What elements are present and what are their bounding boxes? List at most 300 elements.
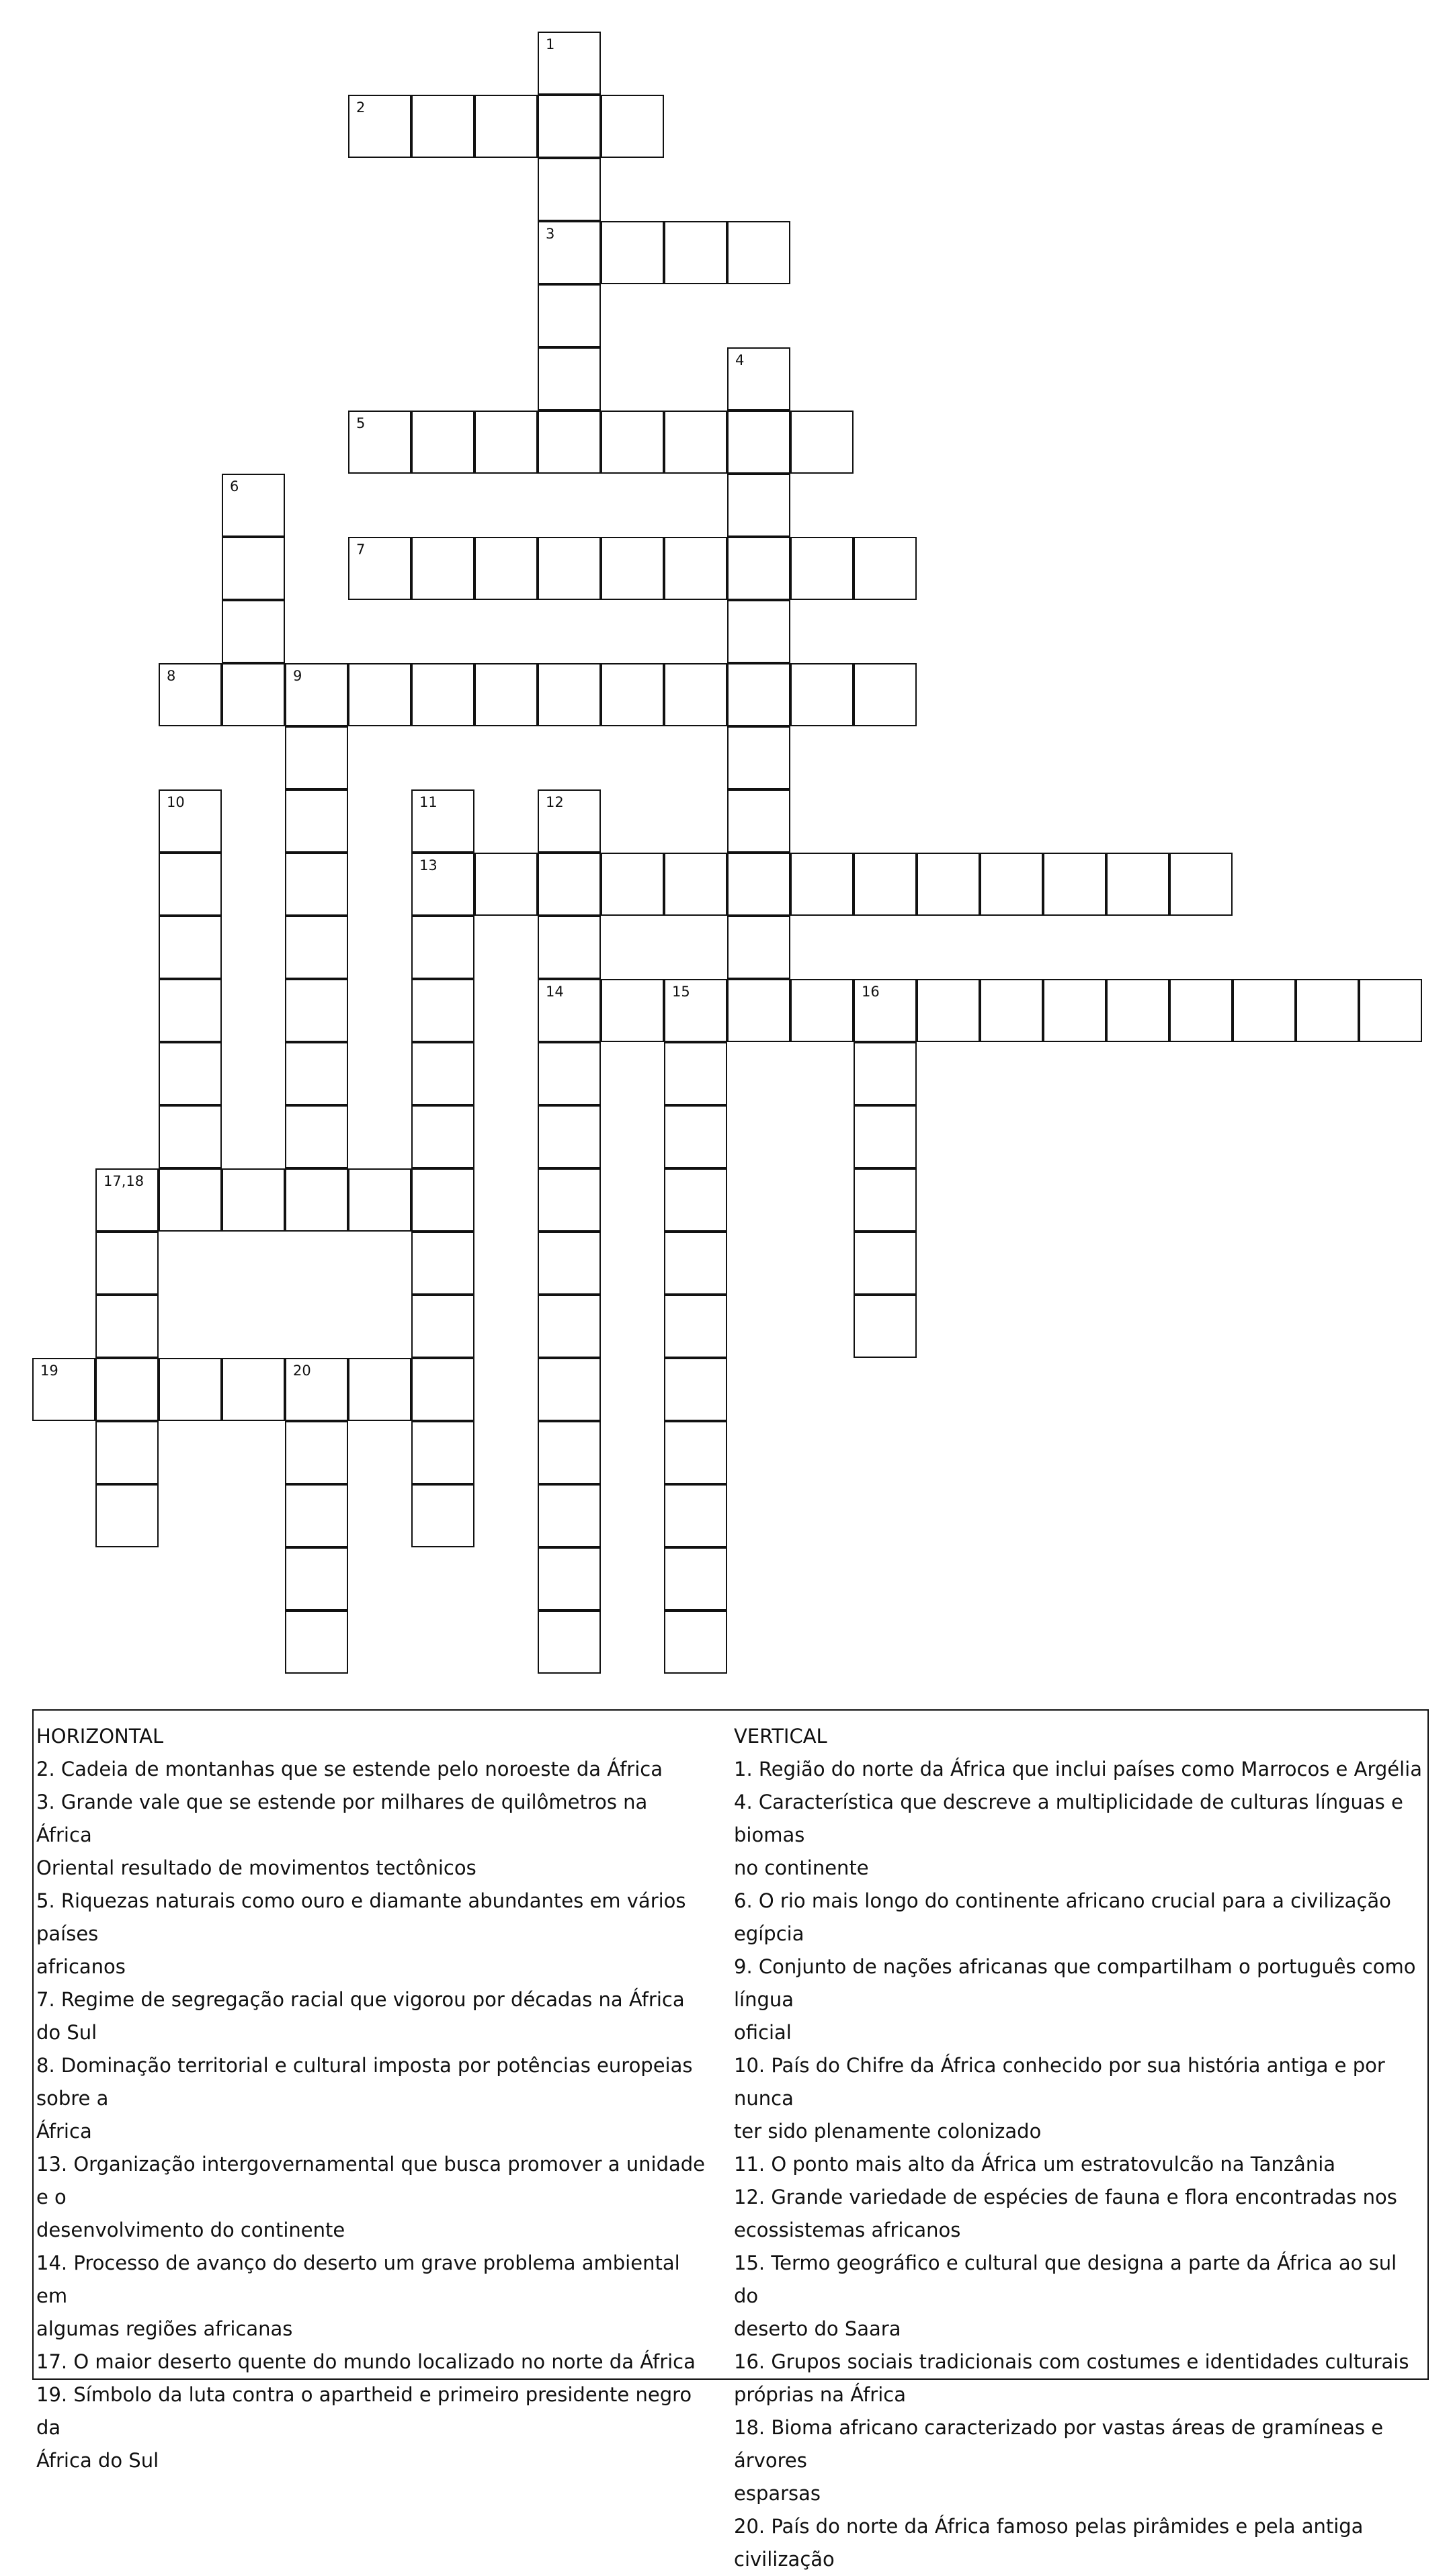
cell-input[interactable]	[160, 1359, 220, 1420]
grid-cell[interactable]	[664, 1042, 727, 1105]
cell-input[interactable]	[286, 728, 347, 788]
grid-cell[interactable]	[538, 411, 601, 474]
grid-cell[interactable]	[222, 663, 285, 726]
cell-input[interactable]	[665, 1612, 726, 1672]
cell-input[interactable]	[855, 1296, 915, 1357]
grid-cell[interactable]	[411, 1168, 474, 1232]
cell-input[interactable]	[160, 1107, 220, 1167]
cell-input[interactable]	[539, 1296, 599, 1357]
grid-cell[interactable]	[538, 158, 601, 221]
cell-input[interactable]	[286, 1107, 347, 1167]
cell-input[interactable]	[1360, 980, 1421, 1041]
grid-cell[interactable]	[222, 1358, 285, 1421]
grid-cell[interactable]	[727, 600, 790, 663]
grid-cell[interactable]	[95, 1421, 159, 1484]
grid-cell[interactable]	[790, 979, 854, 1042]
grid-cell[interactable]	[285, 1547, 348, 1611]
cell-input[interactable]	[602, 854, 663, 914]
cell-input[interactable]	[1234, 980, 1294, 1041]
cell-input[interactable]	[97, 1233, 157, 1293]
cell-input[interactable]	[665, 1549, 726, 1609]
cell-input[interactable]	[665, 1486, 726, 1546]
grid-cell[interactable]	[285, 1421, 348, 1484]
grid-cell[interactable]	[538, 1232, 601, 1295]
grid-cell[interactable]	[790, 853, 854, 916]
cell-input[interactable]	[286, 1359, 347, 1420]
cell-input[interactable]	[160, 664, 220, 725]
grid-cell[interactable]	[854, 1295, 917, 1358]
grid-cell[interactable]	[538, 537, 601, 600]
grid-cell[interactable]	[538, 853, 601, 916]
clue-number: 8	[167, 668, 176, 684]
cell-input[interactable]	[286, 791, 347, 851]
grid-cell[interactable]	[222, 474, 285, 537]
cell-input[interactable]	[349, 96, 410, 157]
cell-input[interactable]	[729, 791, 789, 851]
cell-input[interactable]	[1171, 854, 1231, 914]
grid-cell[interactable]	[222, 537, 285, 600]
cell-input[interactable]	[539, 1043, 599, 1104]
grid-cell[interactable]	[159, 1042, 222, 1105]
cell-input[interactable]	[286, 1422, 347, 1483]
grid-cell[interactable]	[411, 411, 474, 474]
grid-cell[interactable]	[854, 1232, 917, 1295]
cell-input[interactable]	[349, 538, 410, 599]
cell-input[interactable]	[855, 1107, 915, 1167]
cell-input[interactable]	[855, 980, 915, 1041]
grid-cell[interactable]	[664, 1358, 727, 1421]
cell-input[interactable]	[286, 1549, 347, 1609]
cell-input[interactable]	[539, 412, 599, 472]
cell-input[interactable]	[223, 538, 284, 599]
grid-cell[interactable]	[159, 1358, 222, 1421]
cell-input[interactable]	[665, 854, 726, 914]
grid-cell[interactable]	[538, 1421, 601, 1484]
grid-cell[interactable]	[727, 221, 790, 284]
cell-input[interactable]	[665, 412, 726, 472]
cell-input[interactable]	[855, 854, 915, 914]
cell-input[interactable]	[413, 412, 473, 472]
grid-cell[interactable]	[285, 1168, 348, 1232]
grid-cell[interactable]	[95, 1358, 159, 1421]
cell-input[interactable]	[539, 222, 599, 283]
grid-cell[interactable]	[159, 663, 222, 726]
grid-cell[interactable]	[285, 726, 348, 789]
grid-cell[interactable]	[159, 1105, 222, 1168]
cell-input[interactable]	[539, 980, 599, 1041]
cell-input[interactable]	[729, 412, 789, 472]
cell-input[interactable]	[286, 1612, 347, 1672]
grid-cell[interactable]	[601, 95, 664, 158]
cell-input[interactable]	[539, 1486, 599, 1546]
grid-cell[interactable]	[411, 537, 474, 600]
grid-cell[interactable]	[1169, 979, 1233, 1042]
grid-cell[interactable]	[664, 1295, 727, 1358]
grid-cell[interactable]	[411, 1484, 474, 1547]
grid-cell[interactable]	[538, 284, 601, 347]
grid-cell[interactable]	[538, 663, 601, 726]
grid-cell[interactable]	[411, 789, 474, 853]
cell-input[interactable]	[349, 1170, 410, 1230]
cell-input[interactable]	[223, 601, 284, 662]
cell-input[interactable]	[476, 412, 536, 472]
cell-input[interactable]	[602, 980, 663, 1041]
grid-cell[interactable]	[285, 1042, 348, 1105]
grid-cell[interactable]	[348, 1168, 411, 1232]
cell-input[interactable]	[792, 664, 852, 725]
cell-input[interactable]	[729, 349, 789, 409]
grid-cell[interactable]	[348, 411, 411, 474]
cell-input[interactable]	[729, 917, 789, 978]
cell-input[interactable]	[539, 791, 599, 851]
grid-cell[interactable]	[348, 95, 411, 158]
grid-cell[interactable]	[664, 1105, 727, 1168]
cell-input[interactable]	[97, 1422, 157, 1483]
cell-input[interactable]	[476, 538, 536, 599]
cell-input[interactable]	[729, 475, 789, 535]
cell-input[interactable]	[413, 1043, 473, 1104]
cell-input[interactable]	[665, 1422, 726, 1483]
grid-cell[interactable]	[474, 95, 538, 158]
grid-cell[interactable]	[474, 853, 538, 916]
grid-cell[interactable]	[285, 1611, 348, 1674]
grid-cell[interactable]	[727, 789, 790, 853]
grid-cell[interactable]	[411, 979, 474, 1042]
grid-cell[interactable]	[664, 853, 727, 916]
grid-cell[interactable]	[95, 1232, 159, 1295]
grid-cell[interactable]	[664, 1168, 727, 1232]
grid-cell[interactable]	[159, 853, 222, 916]
cell-input[interactable]	[286, 917, 347, 978]
cell-input[interactable]	[160, 1043, 220, 1104]
cell-input[interactable]	[855, 538, 915, 599]
cell-input[interactable]	[855, 1043, 915, 1104]
cell-input[interactable]	[918, 980, 979, 1041]
cell-input[interactable]	[539, 1359, 599, 1420]
grid-cell[interactable]	[285, 1358, 348, 1421]
grid-cell[interactable]	[538, 1105, 601, 1168]
cell-input[interactable]	[665, 1296, 726, 1357]
cell-input[interactable]	[729, 538, 789, 599]
grid-cell[interactable]	[790, 663, 854, 726]
cell-input[interactable]	[160, 854, 220, 914]
cell-input[interactable]	[223, 475, 284, 535]
grid-cell[interactable]	[727, 537, 790, 600]
grid-cell[interactable]	[411, 853, 474, 916]
cell-input[interactable]	[665, 538, 726, 599]
grid-cell[interactable]	[538, 221, 601, 284]
cell-input[interactable]	[792, 412, 852, 472]
grid-cell[interactable]	[664, 1421, 727, 1484]
cell-input[interactable]	[349, 664, 410, 725]
cell-input[interactable]	[539, 1107, 599, 1167]
grid-cell[interactable]	[222, 1168, 285, 1232]
cell-input[interactable]	[729, 980, 789, 1041]
grid-cell[interactable]	[411, 1042, 474, 1105]
grid-cell[interactable]	[411, 1232, 474, 1295]
grid-cell[interactable]	[664, 979, 727, 1042]
grid-cell[interactable]	[601, 663, 664, 726]
cell-input[interactable]	[160, 917, 220, 978]
cell-input[interactable]	[665, 664, 726, 725]
cell-input[interactable]	[602, 412, 663, 472]
cell-input[interactable]	[97, 1296, 157, 1357]
grid-cell[interactable]	[854, 1105, 917, 1168]
cell-input[interactable]	[729, 664, 789, 725]
grid-cell[interactable]	[538, 1295, 601, 1358]
grid-cell[interactable]	[159, 789, 222, 853]
cell-input[interactable]	[97, 1170, 157, 1230]
cell-input[interactable]	[286, 1043, 347, 1104]
grid-cell[interactable]	[411, 1358, 474, 1421]
grid-cell[interactable]	[285, 1105, 348, 1168]
grid-cell[interactable]	[854, 663, 917, 726]
cell-input[interactable]	[413, 664, 473, 725]
cell-input[interactable]	[413, 980, 473, 1041]
grid-cell[interactable]	[664, 663, 727, 726]
cell-input[interactable]	[729, 601, 789, 662]
grid-cell[interactable]	[664, 1484, 727, 1547]
cell-input[interactable]	[539, 664, 599, 725]
grid-cell[interactable]	[727, 916, 790, 979]
cell-input[interactable]	[539, 96, 599, 157]
grid-cell[interactable]	[727, 474, 790, 537]
cell-input[interactable]	[160, 1170, 220, 1230]
cell-input[interactable]	[665, 1170, 726, 1230]
cell-input[interactable]	[539, 1612, 599, 1672]
cell-input[interactable]	[223, 1170, 284, 1230]
down-clue-line: próprias na África	[734, 2383, 907, 2406]
grid-cell[interactable]	[664, 1611, 727, 1674]
cell-input[interactable]	[539, 1233, 599, 1293]
cell-input[interactable]	[286, 1486, 347, 1546]
cell-input[interactable]	[981, 980, 1042, 1041]
grid-cell[interactable]	[664, 537, 727, 600]
cell-input[interactable]	[602, 664, 663, 725]
cell-input[interactable]	[855, 664, 915, 725]
grid-cell[interactable]	[285, 1484, 348, 1547]
grid-cell[interactable]	[538, 979, 601, 1042]
grid-cell[interactable]	[285, 663, 348, 726]
cell-input[interactable]	[539, 854, 599, 914]
cell-input[interactable]	[160, 791, 220, 851]
cell-input[interactable]	[792, 854, 852, 914]
grid-cell[interactable]	[664, 221, 727, 284]
grid-cell[interactable]	[601, 537, 664, 600]
grid-cell[interactable]	[411, 663, 474, 726]
grid-cell[interactable]	[790, 537, 854, 600]
grid-cell[interactable]	[411, 916, 474, 979]
grid-cell[interactable]	[285, 979, 348, 1042]
cell-input[interactable]	[665, 1107, 726, 1167]
grid-cell[interactable]	[727, 853, 790, 916]
cell-input[interactable]	[539, 1170, 599, 1230]
cell-input[interactable]	[602, 96, 663, 157]
grid-cell[interactable]	[474, 411, 538, 474]
cell-input[interactable]	[413, 854, 473, 914]
grid-cell[interactable]	[1296, 979, 1359, 1042]
grid-cell[interactable]	[538, 789, 601, 853]
grid-cell[interactable]	[538, 95, 601, 158]
grid-cell[interactable]	[222, 600, 285, 663]
grid-cell[interactable]	[854, 979, 917, 1042]
grid-cell[interactable]	[538, 32, 601, 95]
grid-cell[interactable]	[980, 853, 1043, 916]
grid-cell[interactable]	[601, 411, 664, 474]
cell-input[interactable]	[349, 1359, 410, 1420]
grid-cell[interactable]	[411, 95, 474, 158]
grid-cell[interactable]	[854, 1042, 917, 1105]
grid-cell[interactable]	[854, 1168, 917, 1232]
cell-input[interactable]	[97, 1359, 157, 1420]
grid-cell[interactable]	[664, 1547, 727, 1611]
cell-input[interactable]	[1297, 980, 1358, 1041]
cell-input[interactable]	[665, 1043, 726, 1104]
cell-input[interactable]	[539, 349, 599, 409]
cell-input[interactable]	[413, 791, 473, 851]
grid-cell[interactable]	[159, 916, 222, 979]
cell-input[interactable]	[665, 1359, 726, 1420]
grid-cell[interactable]	[664, 1232, 727, 1295]
grid-cell[interactable]	[411, 1105, 474, 1168]
cell-input[interactable]	[413, 1486, 473, 1546]
grid-cell[interactable]	[727, 663, 790, 726]
cell-input[interactable]	[286, 1170, 347, 1230]
grid-cell[interactable]	[790, 411, 854, 474]
grid-cell[interactable]	[727, 979, 790, 1042]
grid-cell[interactable]	[1043, 853, 1106, 916]
cell-input[interactable]	[476, 854, 536, 914]
grid-cell[interactable]	[411, 1295, 474, 1358]
cell-input[interactable]	[792, 538, 852, 599]
cell-input[interactable]	[981, 854, 1042, 914]
cell-input[interactable]	[539, 538, 599, 599]
grid-cell[interactable]	[474, 537, 538, 600]
grid-cell[interactable]	[1169, 853, 1233, 916]
grid-cell[interactable]	[159, 1168, 222, 1232]
cell-input[interactable]	[413, 538, 473, 599]
cell-input[interactable]	[97, 1486, 157, 1546]
grid-cell[interactable]	[1359, 979, 1422, 1042]
grid-cell[interactable]	[601, 853, 664, 916]
cell-input[interactable]	[1171, 980, 1231, 1041]
grid-cell[interactable]	[538, 916, 601, 979]
grid-cell[interactable]	[32, 1358, 95, 1421]
down-clue-line: 20. País do norte da África famoso pelas pirâmides e pela antiga civilização	[734, 2515, 1364, 2571]
cell-input[interactable]	[286, 854, 347, 914]
grid-cell[interactable]	[1106, 979, 1169, 1042]
cell-input[interactable]	[729, 222, 789, 283]
grid-cell[interactable]	[348, 537, 411, 600]
grid-cell[interactable]	[980, 979, 1043, 1042]
cell-input[interactable]	[539, 286, 599, 346]
cell-input[interactable]	[602, 222, 663, 283]
cell-input[interactable]	[792, 980, 852, 1041]
grid-cell[interactable]	[95, 1168, 159, 1232]
grid-cell[interactable]	[917, 979, 980, 1042]
cell-input[interactable]	[1044, 980, 1105, 1041]
grid-cell[interactable]	[538, 1547, 601, 1611]
grid-cell[interactable]	[538, 1484, 601, 1547]
grid-cell[interactable]	[285, 916, 348, 979]
grid-cell[interactable]	[159, 979, 222, 1042]
cell-input[interactable]	[413, 1170, 473, 1230]
cell-input[interactable]	[286, 980, 347, 1041]
cell-input[interactable]	[476, 96, 536, 157]
cell-input[interactable]	[729, 728, 789, 788]
cell-input[interactable]	[413, 1233, 473, 1293]
cell-input[interactable]	[539, 33, 599, 93]
grid-cell[interactable]	[727, 347, 790, 411]
cell-input[interactable]	[286, 664, 347, 725]
cell-input[interactable]	[539, 917, 599, 978]
cell-input[interactable]	[476, 664, 536, 725]
cell-input[interactable]	[665, 1233, 726, 1293]
cell-input[interactable]	[539, 159, 599, 220]
grid-cell[interactable]	[1106, 853, 1169, 916]
cell-input[interactable]	[602, 538, 663, 599]
grid-cell[interactable]	[664, 411, 727, 474]
cell-input[interactable]	[665, 980, 726, 1041]
cell-input[interactable]	[413, 917, 473, 978]
grid-cell[interactable]	[1233, 979, 1296, 1042]
grid-cell[interactable]	[601, 221, 664, 284]
grid-cell[interactable]	[917, 853, 980, 916]
cell-input[interactable]	[729, 854, 789, 914]
cell-input[interactable]	[413, 1296, 473, 1357]
grid-cell[interactable]	[854, 537, 917, 600]
cell-input[interactable]	[855, 1233, 915, 1293]
cell-input[interactable]	[1044, 854, 1105, 914]
cell-input[interactable]	[413, 96, 473, 157]
grid-cell[interactable]	[348, 1358, 411, 1421]
grid-cell[interactable]	[538, 1611, 601, 1674]
cell-input[interactable]	[918, 854, 979, 914]
cell-input[interactable]	[413, 1107, 473, 1167]
grid-cell[interactable]	[538, 1358, 601, 1421]
cell-input[interactable]	[34, 1359, 94, 1420]
cell-input[interactable]	[413, 1359, 473, 1420]
cell-input[interactable]	[160, 980, 220, 1041]
cell-input[interactable]	[223, 664, 284, 725]
cell-input[interactable]	[349, 412, 410, 472]
cell-input[interactable]	[855, 1170, 915, 1230]
grid-cell[interactable]	[348, 663, 411, 726]
grid-cell[interactable]	[1043, 979, 1106, 1042]
grid-cell[interactable]	[601, 979, 664, 1042]
grid-cell[interactable]	[411, 1421, 474, 1484]
grid-cell[interactable]	[727, 726, 790, 789]
cell-input[interactable]	[223, 1359, 284, 1420]
grid-cell[interactable]	[538, 347, 601, 411]
grid-cell[interactable]	[285, 789, 348, 853]
grid-cell[interactable]	[538, 1168, 601, 1232]
cell-input[interactable]	[539, 1549, 599, 1609]
grid-cell[interactable]	[727, 411, 790, 474]
grid-cell[interactable]	[474, 663, 538, 726]
grid-cell[interactable]	[95, 1295, 159, 1358]
cell-input[interactable]	[413, 1422, 473, 1483]
cell-input[interactable]	[1108, 854, 1168, 914]
cell-input[interactable]	[539, 1422, 599, 1483]
grid-cell[interactable]	[538, 1042, 601, 1105]
clue-number: 19	[40, 1363, 58, 1379]
grid-cell[interactable]	[285, 853, 348, 916]
grid-cell[interactable]	[95, 1484, 159, 1547]
cell-input[interactable]	[1108, 980, 1168, 1041]
cell-input[interactable]	[665, 222, 726, 283]
grid-cell[interactable]	[854, 853, 917, 916]
